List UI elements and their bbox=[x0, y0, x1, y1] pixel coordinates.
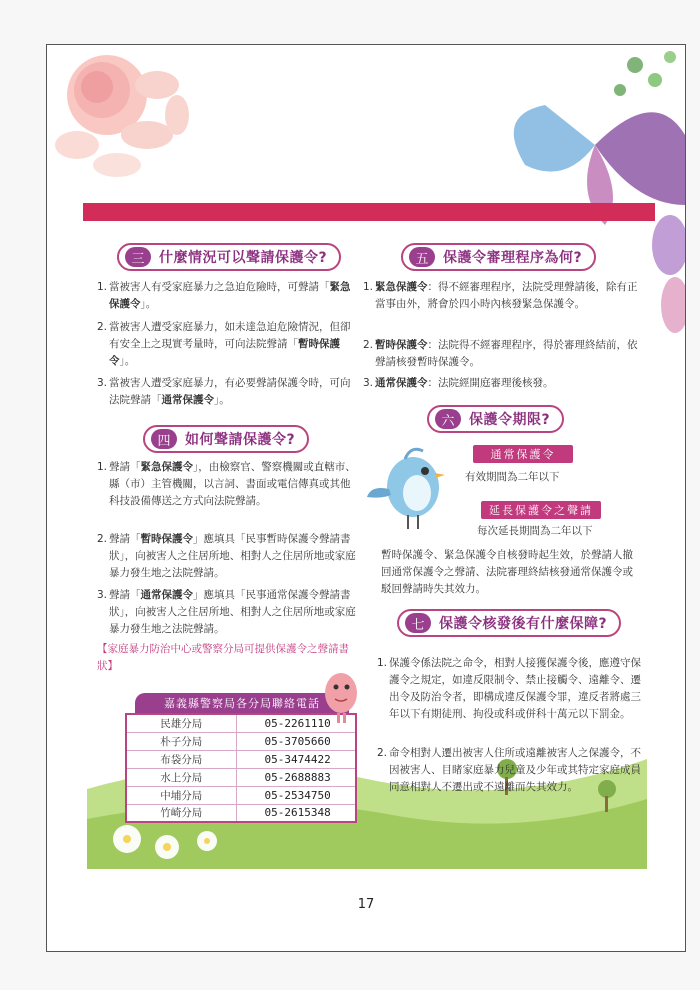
sec3-item-1: 1. 當被害人有受家庭暴力之急迫危險時，可聲請「緊急保護令」。 bbox=[97, 281, 351, 310]
tag-regular-order: 通常保護令 bbox=[473, 445, 573, 463]
bird-illustration-icon bbox=[365, 437, 455, 537]
sec5-item-1: 1. 緊急保護令：得不經審理程序，法院受理聲請後，除有正當事由外，將會於四小時內核發緊急保護令。 bbox=[363, 281, 638, 310]
table-row: 中埔分局 05-2534750 bbox=[126, 786, 356, 804]
section-3-number: 三 bbox=[125, 247, 151, 267]
tag-extension: 延長保護令之聲請 bbox=[481, 501, 601, 519]
document-page bbox=[46, 44, 686, 952]
sec5-item-3: 3. 通常保護令：法院經開庭審理後核發。 bbox=[363, 377, 554, 389]
section-3-title bbox=[117, 243, 341, 271]
tel-table-title: 嘉義縣警察局各分局聯絡電話 bbox=[135, 693, 349, 713]
sec7-item-2: 2. 命令相對人遷出被害人住所或遠離被害人之保護令，不因被害人、目睹家庭暴力兒童及少年或其特定家庭成員同意相對人不遷出或不遠離而失其效力。 bbox=[377, 747, 641, 793]
table-row: 水上分局 05-2688883 bbox=[126, 768, 356, 786]
sec4-item-1: 1. 聲請「緊急保護令」，由檢察官、警察機關或直轄市、縣（市）主管機關，以言詞、書面或電信傳真或其他科技設備傳送之方式向法院聲請。 bbox=[97, 461, 356, 507]
section-5-heading: 保護令審理程序為何? bbox=[443, 250, 583, 266]
sec5-item-2: 2. 暫時保護令：法院得不經審理程序，得於審理終結前，依聲請核發暫時保護令。 bbox=[363, 339, 638, 368]
section-7-heading: 保護令核發後有什麼保障? bbox=[439, 616, 608, 632]
section-4-title bbox=[143, 425, 309, 453]
table-row: 布袋分局 05-3474422 bbox=[126, 750, 356, 768]
section-5-title bbox=[401, 243, 596, 271]
page-number: 17 bbox=[357, 897, 375, 912]
sec3-item-2: 2. 當被害人遭受家庭暴力，如未達急迫危險情況，但卻有安全上之現實考量時，可向法院聲請「暫時保護令」。 bbox=[97, 321, 351, 367]
sec6-paragraph: 暫時保護令、緊急保護令自核發時起生效，於聲請人撤回通常保護令之聲請、法院審理終結核發通常保護令或駁回聲請時失其效力。 bbox=[381, 549, 633, 595]
section-7-title bbox=[397, 609, 621, 637]
section-3-heading: 什麼情況可以聲請保護令? bbox=[159, 250, 328, 266]
sec4-item-3: 3. 聲請「通常保護令」應填具「民事通常保護令聲請書狀」，向被害人之住居所地、相對人之住居所地或家庭暴力發生地之法院聲請。 bbox=[97, 589, 356, 635]
section-4-number: 四 bbox=[151, 429, 177, 449]
table-row: 竹崎分局 05-2615348 bbox=[126, 804, 356, 822]
sec3-item-3: 3. 當被害人遭受家庭暴力，有必要聲請保護令時，可向法院聲請「通常保護令」。 bbox=[97, 377, 351, 406]
section-4-heading: 如何聲請保護令? bbox=[185, 432, 296, 448]
section-5-number: 五 bbox=[409, 247, 435, 267]
table-row: 朴子分局 05-3705660 bbox=[126, 732, 356, 750]
tag-extension-duration: 每次延長期間為二年以下 bbox=[477, 525, 593, 537]
header-band bbox=[83, 203, 655, 221]
flower-decoration-icon bbox=[47, 45, 207, 195]
section-6-heading: 保護令期限? bbox=[469, 412, 551, 428]
section-7-number: 七 bbox=[405, 613, 431, 633]
sec4-note: 【家庭暴力防治中心或警察分局可提供保護令之聲請書狀】 bbox=[97, 643, 349, 672]
tel-table bbox=[125, 713, 357, 823]
section-6-number: 六 bbox=[435, 409, 461, 429]
table-row: 民雄分局 05-2261110 bbox=[126, 714, 356, 732]
mascot-icon bbox=[319, 665, 363, 725]
sec7-item-1: 1. 保護令係法院之命令，相對人接獲保護令後，應遵守保護令之規定，如違反限制令、禁止接觸令、遠離令、遷出令及防治令者，即構成違反保護令罪，違反者將處三年以下有期徒刑、拘役或科或併科十萬元以下罰金。 bbox=[377, 657, 641, 720]
tag-regular-order-duration: 有效期間為二年以下 bbox=[465, 471, 560, 483]
sec4-item-2: 2. 聲請「暫時保護令」應填具「民事暫時保護令聲請書狀」，向被害人之住居所地、相對人之住居所地或家庭暴力發生地之法院聲請。 bbox=[97, 533, 356, 579]
section-6-title bbox=[427, 405, 564, 433]
